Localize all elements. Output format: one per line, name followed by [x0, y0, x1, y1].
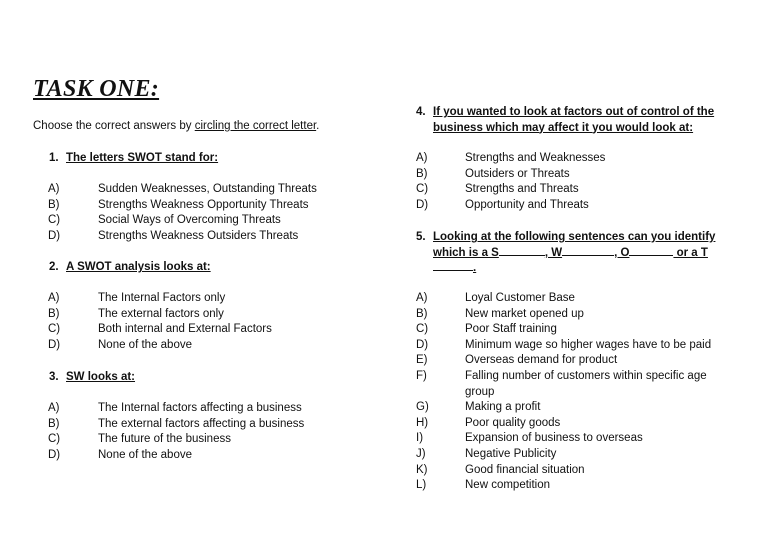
option-letter: C) [416, 183, 429, 196]
question-text-part: Looking at the following sentences can you identify which is a S [433, 231, 716, 259]
answer-blank [499, 255, 545, 256]
option-item[interactable] [416, 353, 736, 369]
option-text: Strengths Weakness Opportunity Threats [98, 198, 309, 211]
option-text: Poor quality goods [465, 416, 561, 429]
option-item[interactable] [48, 401, 348, 417]
option-text: Strengths and Weaknesses [465, 152, 606, 164]
option-text: Falling number of customers within specific age group [465, 369, 707, 398]
question-1 [49, 151, 218, 167]
option-letter: D) [416, 338, 429, 351]
option-letter: E) [416, 354, 428, 367]
option-letter: A) [48, 183, 60, 195]
question-text: The letters SWOT stand for: [66, 152, 219, 164]
option-text: Minimum wage so higher wages have to be paid [465, 338, 712, 351]
option-letter: I) [416, 432, 424, 445]
option-item[interactable] [416, 478, 736, 494]
option-letter: C) [48, 214, 61, 227]
option-letter: D) [416, 198, 429, 211]
option-item[interactable] [416, 431, 736, 447]
option-item[interactable] [416, 167, 736, 183]
option-letter: D) [48, 448, 61, 461]
option-item[interactable] [416, 463, 736, 479]
option-text: Expansion of business to overseas [465, 432, 643, 445]
option-text: None of the above [98, 448, 192, 461]
option-text: Both internal and External Factors [98, 323, 272, 336]
option-item[interactable] [48, 213, 348, 229]
answer-blank [629, 255, 673, 256]
option-text: Sudden Weaknesses, Outstanding Threats [98, 183, 317, 195]
question-4-options [416, 151, 736, 213]
option-text: Overseas demand for product [465, 354, 618, 367]
option-text: The Internal Factors only [98, 292, 226, 304]
question-text-part: . [473, 262, 477, 274]
option-item[interactable] [48, 448, 348, 464]
option-text: Social Ways of Overcoming Threats [98, 214, 281, 227]
option-text: Loyal Customer Base [465, 292, 575, 304]
option-letter: K) [416, 463, 428, 476]
option-letter: F) [416, 369, 427, 382]
option-item[interactable] [416, 182, 736, 198]
option-text: Good financial situation [465, 463, 585, 476]
option-item[interactable] [48, 291, 348, 307]
page-title: TASK ONE: [33, 76, 160, 102]
option-letter: H) [416, 416, 429, 429]
question-3 [49, 370, 135, 386]
question-2 [49, 260, 211, 276]
option-item[interactable] [48, 338, 348, 354]
option-item[interactable] [416, 447, 736, 463]
option-text: New competition [465, 479, 551, 492]
answer-blank [433, 270, 473, 271]
instructions-prefix: Choose the correct answers by [33, 120, 195, 132]
question-text: SW looks at: [66, 371, 136, 383]
option-text: Making a profit [465, 401, 541, 414]
option-item[interactable] [48, 432, 348, 448]
question-number: 1. [49, 152, 59, 164]
question-number: 5. [416, 231, 426, 243]
option-text: None of the above [98, 338, 192, 351]
option-letter: B) [48, 307, 60, 320]
option-text: Strengths and Threats [465, 183, 579, 196]
question-5 [416, 230, 716, 277]
option-letter: D) [48, 338, 61, 351]
option-letter: A) [48, 292, 60, 304]
option-item[interactable] [48, 322, 348, 338]
option-text: Strengths Weakness Outsiders Threats [98, 229, 299, 242]
option-letter: A) [48, 402, 60, 414]
question-text-part: or a T [673, 246, 708, 259]
option-item[interactable] [48, 307, 348, 323]
option-letter: B) [416, 307, 428, 320]
answer-blank [562, 255, 614, 256]
option-item[interactable] [416, 198, 736, 214]
option-text: Opportunity and Threats [465, 198, 589, 211]
option-text: The Internal factors affecting a business [98, 402, 302, 414]
option-text: Poor Staff training [465, 323, 557, 336]
option-item[interactable] [416, 291, 736, 307]
option-letter: L) [416, 479, 427, 492]
option-item[interactable] [416, 151, 736, 167]
option-letter: C) [416, 323, 429, 336]
question-text: A SWOT analysis looks at: [66, 261, 211, 273]
option-letter: B) [48, 198, 60, 211]
option-item[interactable] [48, 198, 348, 214]
option-item[interactable] [48, 417, 348, 433]
option-letter: G) [416, 401, 429, 414]
question-number: 2. [49, 261, 59, 273]
option-item[interactable] [416, 369, 736, 400]
option-letter: B) [416, 167, 428, 180]
question-3-options [48, 401, 348, 463]
instructions [33, 120, 319, 132]
option-text: The external factors affecting a business [98, 417, 305, 430]
option-letter: C) [48, 323, 61, 336]
option-text: New market opened up [465, 307, 584, 320]
option-letter: J) [416, 447, 426, 460]
question-1-options [48, 182, 348, 244]
question-text: If you wanted to look at factors out of control of the business which may affect it you would look at: [433, 106, 715, 134]
question-5-options [416, 291, 736, 494]
option-text: Negative Publicity [465, 447, 557, 460]
question-4 [416, 105, 716, 136]
option-item[interactable] [416, 338, 736, 354]
option-item[interactable] [416, 322, 736, 338]
option-item[interactable] [48, 182, 348, 198]
option-letter: C) [48, 433, 61, 446]
option-letter: A) [416, 152, 428, 164]
question-number: 4. [416, 106, 426, 118]
instructions-underlined: circling the correct letter [194, 120, 317, 132]
option-text: The external factors only [98, 307, 224, 320]
question-text [433, 230, 716, 277]
question-text-part: , O [614, 246, 630, 259]
option-text: Outsiders or Threats [465, 167, 570, 180]
option-item[interactable] [48, 229, 348, 245]
option-letter: B) [48, 417, 60, 430]
option-item[interactable] [416, 416, 736, 432]
instructions-suffix: . [316, 120, 320, 132]
option-item[interactable] [416, 307, 736, 323]
question-number: 3. [49, 371, 59, 383]
option-letter: A) [416, 292, 428, 304]
option-item[interactable] [416, 400, 736, 416]
question-text-part: , W [544, 246, 563, 259]
option-letter: D) [48, 229, 61, 242]
question-2-options [48, 291, 348, 353]
option-text: The future of the business [98, 433, 231, 446]
